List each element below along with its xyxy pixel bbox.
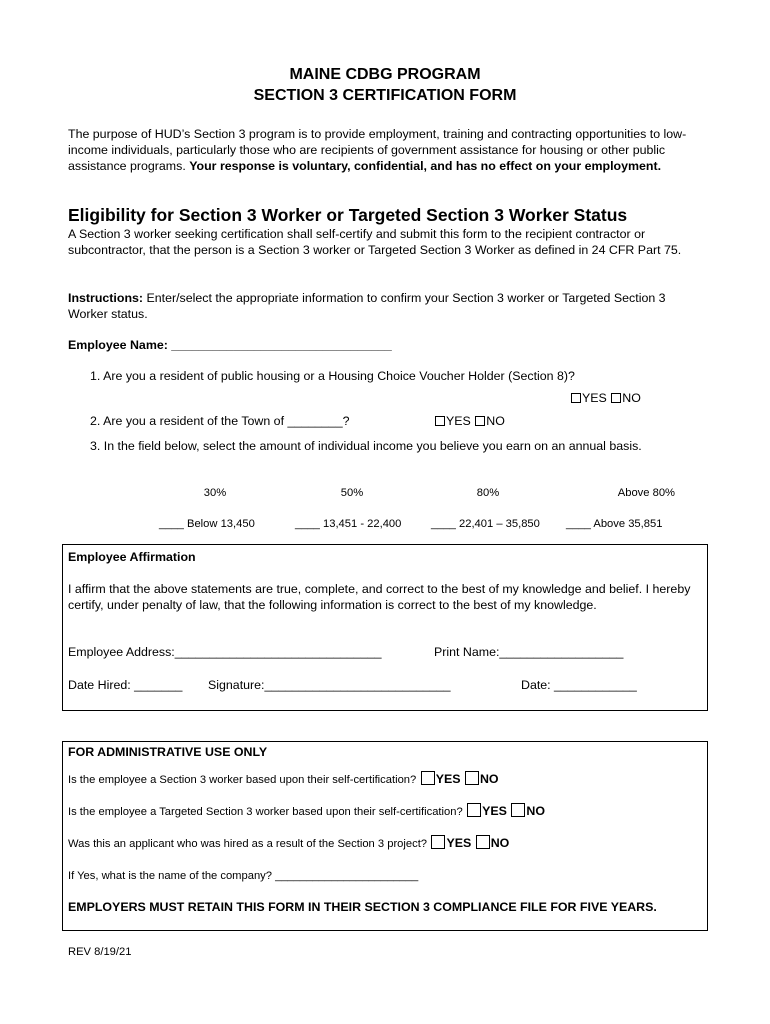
date-hired-field[interactable]: Date Hired: _______ — [68, 678, 183, 692]
q1-yes-checkbox[interactable] — [571, 393, 581, 403]
employee-address-field[interactable]: Employee Address:______________________________ — [68, 645, 382, 659]
intro-bold-text: Your response is voluntary, confidential, and has no effect on your employment. — [189, 159, 662, 173]
intro-text: The purpose of HUD’s Section 3 program is to provide employment, training and contracting opportunities to low-income individuals, particularly those who are recipients of government assistance for housing or other public assistance programs. — [68, 127, 687, 173]
eligibility-heading: Eligibility for Section 3 Worker or Targeted Section 3 Worker Status — [68, 205, 628, 225]
question-3: 3. In the field below, select the amount of individual income you believe you earn on an annual basis. — [90, 439, 642, 453]
form-title-line2: SECTION 3 CERTIFICATION FORM — [253, 87, 517, 104]
q2-no-checkbox[interactable] — [475, 416, 485, 426]
q1-no-label: NO — [622, 391, 641, 405]
print-name-field[interactable]: Print Name:__________________ — [434, 645, 624, 659]
admin-question-2-row — [68, 802, 545, 820]
income-option-13451-22400[interactable]: ____ 13,451 - 22,400 — [295, 518, 402, 530]
admin-q1-yes-checkbox[interactable] — [421, 771, 435, 785]
admin-q3-no-checkbox[interactable] — [476, 835, 490, 849]
income-option-22401-35850[interactable]: ____ 22,401 – 35,850 — [431, 518, 540, 530]
q2-yes-checkbox[interactable] — [435, 416, 445, 426]
instructions-text: Enter/select the appropriate information to confirm your Section 3 worker or Targeted Section 3 Worker status. — [68, 291, 666, 321]
admin-q3-no-label: NO — [490, 836, 510, 850]
signature-field[interactable]: Signature:___________________________ — [208, 678, 451, 692]
admin-company-field[interactable]: If Yes, what is the name of the company? _______________________ — [68, 870, 419, 882]
admin-question-1-row — [68, 770, 499, 788]
affirmation-box — [62, 544, 708, 711]
date-field[interactable]: Date: ____________ — [521, 678, 637, 692]
admin-q3-yes-label: YES — [446, 836, 472, 850]
q2-yes-label: YES — [446, 414, 471, 428]
admin-q2-yes-label: YES — [482, 804, 507, 818]
q2-no-label: NO — [486, 414, 505, 428]
eligibility-text: A Section 3 worker seeking certification shall self-certify and submit this form to the recipient contractor or subcontractor, that the person is a Section 3 worker or Targeted Section 3 Worker as defined in 24 CFR Part 75. — [68, 227, 682, 257]
affirmation-heading: Employee Affirmation — [68, 550, 196, 564]
admin-retain-notice: EMPLOYERS MUST RETAIN THIS FORM IN THEIR SECTION 3 COMPLIANCE FILE FOR FIVE YEARS. — [68, 900, 657, 914]
admin-question-1: Is the employee a Section 3 worker based upon their self-certification? — [68, 774, 417, 786]
admin-box — [62, 741, 708, 931]
instructions-label: Instructions: — [68, 291, 144, 305]
admin-question-3-row — [68, 834, 509, 852]
admin-q1-yes-label: YES — [435, 772, 461, 786]
income-header-80: 80% — [476, 487, 500, 499]
intro-paragraph — [68, 126, 708, 174]
admin-q2-yes-checkbox[interactable] — [467, 803, 481, 817]
revision-label: REV 8/19/21 — [68, 946, 132, 958]
income-option-below-13450[interactable]: ____ Below 13,450 — [159, 518, 255, 530]
admin-question-2: Is the employee a Targeted Section 3 worker based upon their self-certification? — [68, 806, 463, 818]
income-option-above-35851[interactable]: ____ Above 35,851 — [566, 518, 663, 530]
q1-answer-group — [571, 391, 641, 405]
question-1: 1. Are you a resident of public housing or a Housing Choice Voucher Holder (Section 8)? — [90, 369, 575, 383]
income-header-50: 50% — [340, 487, 364, 499]
employee-name-field[interactable]: Employee Name: ________________________________ — [68, 338, 392, 352]
admin-question-3: Was this an applicant who was hired as a result of the Section 3 project? — [68, 838, 428, 850]
form-title-line1: MAINE CDBG PROGRAM — [289, 66, 481, 83]
question-2: 2. Are you a resident of the Town of ________? — [90, 414, 350, 428]
affirmation-text: I affirm that the above statements are true, complete, and correct to the best of my knowledge and belief. I hereby certify, under penalty of law, that the following information is correct to the best of my knowledge. — [68, 582, 691, 612]
admin-q1-no-label: NO — [479, 772, 499, 786]
admin-q3-yes-checkbox[interactable] — [431, 835, 445, 849]
admin-heading: FOR ADMINISTRATIVE USE ONLY — [68, 745, 268, 759]
admin-q1-no-checkbox[interactable] — [465, 771, 479, 785]
income-header-30: 30% — [203, 487, 227, 499]
income-header-above-80: Above 80% — [617, 487, 675, 499]
q2-answer-group — [435, 414, 505, 428]
q1-yes-label: YES — [582, 391, 607, 405]
admin-q2-no-label: NO — [526, 804, 545, 818]
q1-no-checkbox[interactable] — [611, 393, 621, 403]
instructions-paragraph — [68, 290, 688, 322]
admin-q2-no-checkbox[interactable] — [511, 803, 525, 817]
